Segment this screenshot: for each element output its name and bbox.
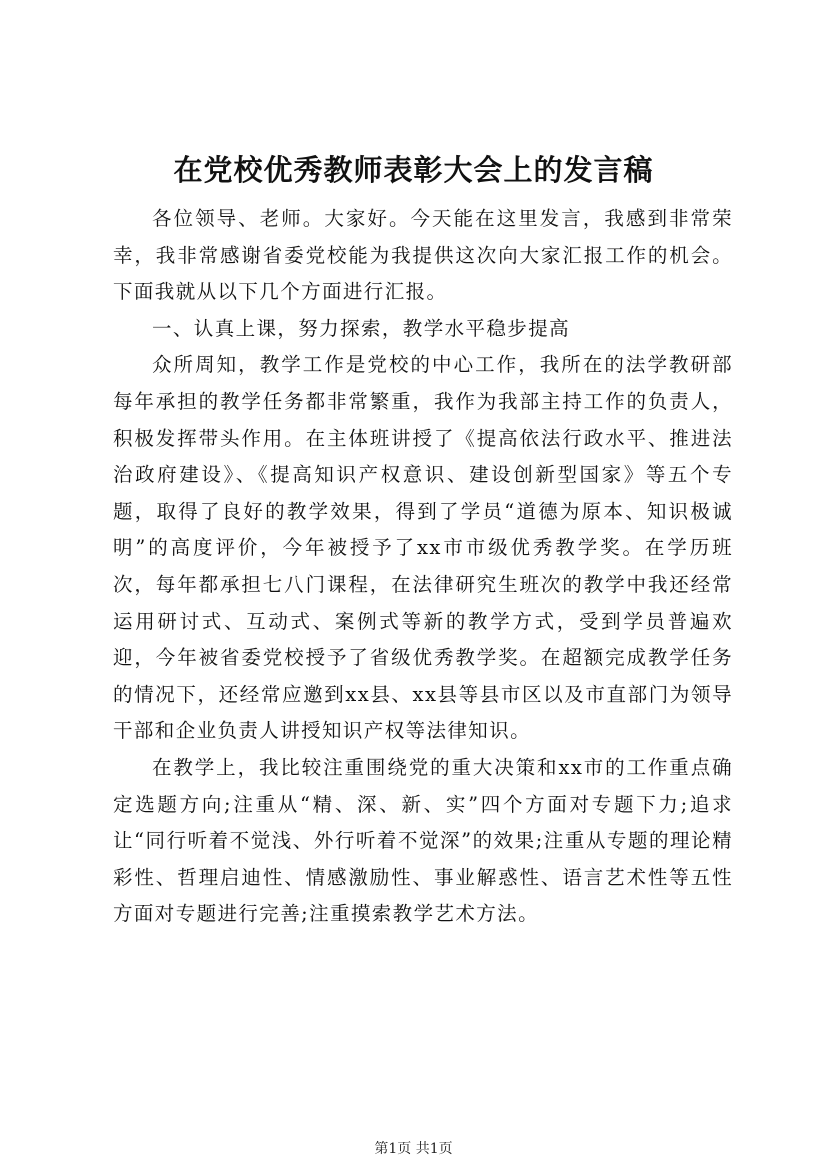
document-title: 在党校优秀教师表彰大会上的发言稿 <box>173 153 654 187</box>
paragraph-teaching-work: 众所周知，教学工作是党校的中心工作，我所在的法学教研部每年承担的教学任务都非常繁重，我作为我部主持工作的负责人，积极发挥带头作用。在主体班讲授了《提高依法行政水平、推进法治政府建设》、《提高知识产权意识、建设创新型国家》等五个专题，取得了良好的教学效果，得到了学员“道德为原本、知识极诚明”的高度评价，今年被授予了xx市市级优秀教学奖。在学历班次，每年都承担七八门课程，在法律研究生班次的教学中我还经常运用研讨式、互动式、案例式等新的教学方式，受到学员普遍欢迎，今年被省委党校授予了省级优秀教学奖。在超额完成教学任务的情况下，还经常应邀到xx县、xx县等县市区以及市直部门为领导干部和企业负责人讲授知识产权等法律知识。 <box>113 353 733 743</box>
paragraph-greeting: 各位领导、老师。大家好。今天能在这里发言，我感到非常荣幸，我非常感谢省委党校能为我提供这次向大家汇报工作的机会。下面我就从以下几个方面进行汇报。 <box>113 207 733 304</box>
section-heading-1: 一、认真上课，努力探索，教学水平稳步提高 <box>152 316 571 340</box>
document-body <box>113 201 733 933</box>
page-footer: 第1页 共1页 <box>374 1141 453 1157</box>
paragraph-teaching-method: 在教学上，我比较注重围绕党的重大决策和xx市的工作重点确定选题方向;注重从“精、深、新、实”四个方面对专题下力;追求让“同行听着不觉浅、外行听着不觉深”的效果;注重从专题的理论精彩性、哲理启迪性、情感激励性、事业解惑性、语言艺术性等五性方面对专题进行完善;注重摸索教学艺术方法。 <box>113 755 733 926</box>
